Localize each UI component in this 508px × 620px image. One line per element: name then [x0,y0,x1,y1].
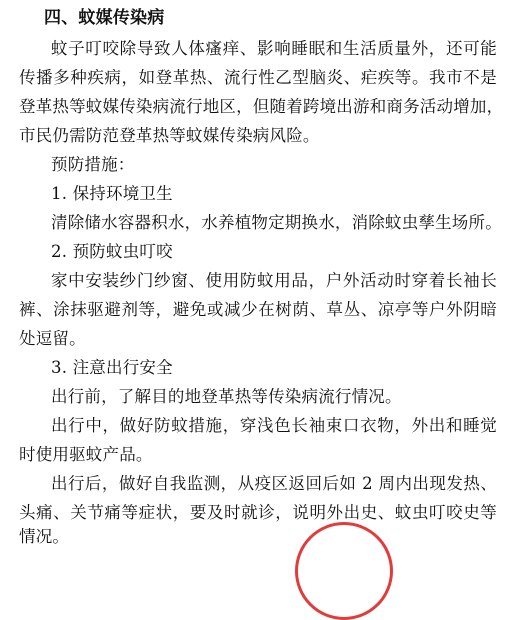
item1-title: 1. 保持环境卫生 [51,184,173,203]
item3-after-line-2: 头痛、关节痛等症状，要及时就诊，说明外出史、蚊虫叮咬史等 [19,503,497,522]
red-seal-stamp [295,522,393,620]
item3-title: 3. 注意出行安全 [51,358,173,377]
measures-label: 预防措施： [51,155,135,174]
item1-text: 清除储水容器积水，水养植物定期换水，消除蚊虫孳生场所。 [51,213,502,232]
intro-line-1: 蚊子叮咬除导致人体瘙痒、影响睡眠和生活质量外，还可能 [51,39,497,58]
intro-line-4: 市民仍需防范登革热等蚊媒传染病风险。 [19,126,320,145]
item2-line-3: 处逗留。 [19,329,86,348]
item3-before: 出行前，了解目的地登革热等传染病流行情况。 [51,387,402,406]
intro-line-3: 登革热等蚊媒传染病流行地区，但随着跨境出游和商务活动增加， [19,97,504,116]
item3-during-line-2: 时使用驱蚊产品。 [19,445,153,464]
item2-line-1: 家中安装纱门纱窗、使用防蚊用品，户外活动时穿着长袖长 [51,271,497,290]
item3-after-line-3: 情况。 [19,527,70,546]
intro-line-2: 传播多种疾病，如登革热、流行性乙型脑炎、疟疾等。我市不是 [19,68,497,87]
item3-during-line-1: 出行中，做好防蚊措施，穿浅色长袖束口衣物，外出和睡觉 [51,416,497,435]
item2-line-2: 裤、涂抹驱避剂等，避免或减少在树荫、草丛、凉亭等户外阴暗 [19,300,497,319]
section-heading: 四、蚊媒传染病 [44,8,165,28]
item2-title: 2. 预防蚊虫叮咬 [51,242,173,261]
item3-after-line-1: 出行后，做好自我监测，从疫区返回后如 2 周内出现发热、 [51,474,497,493]
